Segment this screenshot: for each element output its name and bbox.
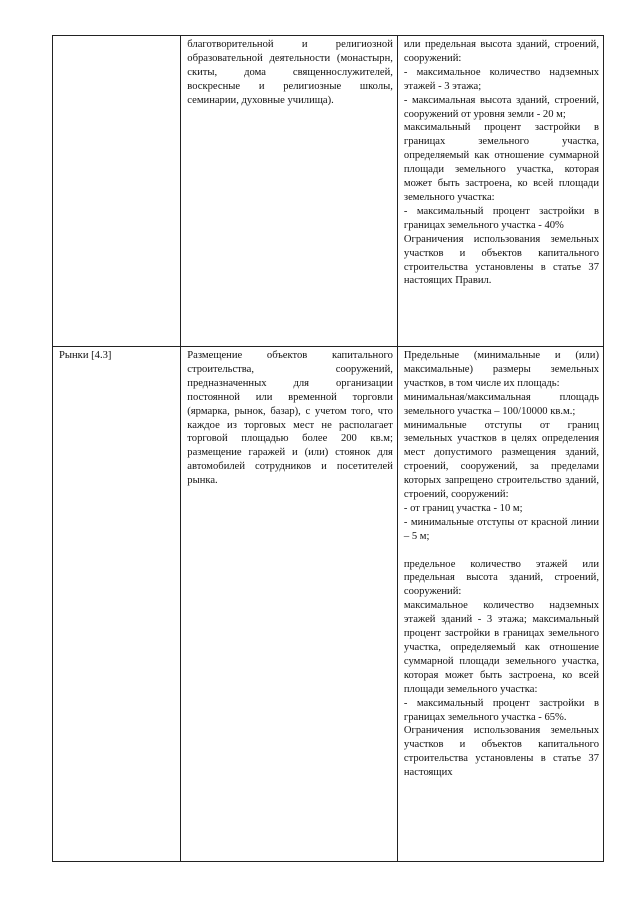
use-description: благотворительной и религиозной образовательной деятельности (монастырн, скиты, дома священнослужителей, воскресные и религиозные школы, семинарии, духовные училища). bbox=[187, 39, 393, 106]
regulations-table bbox=[52, 35, 604, 862]
parameter-line: максимальное количество надземных этажей зданий - 3 этажа; максимальный процент застройки в границах земельного участка, определяемый как отношение суммарной площади земельного участка, которая может быть застроена, ко всей площади земельного участка: bbox=[403, 600, 599, 695]
use-name-cell bbox=[53, 36, 181, 347]
parameter-line: - минимальные отступы от красной линии – 5 м; bbox=[403, 516, 599, 542]
parameter-line: - от границ участка - 10 м; bbox=[403, 502, 523, 514]
parameter-line: или предельная высота зданий, строений, сооружений: bbox=[403, 39, 599, 64]
blank-line bbox=[404, 544, 599, 558]
table-row bbox=[53, 36, 604, 347]
parameter-line: Предельные (минимальные и (или) максимальные) размеры земельных участков, в том числе их площадь: bbox=[403, 350, 599, 389]
parameter-line: - максимальная высота зданий, строений, сооружений от уровня земли - 20 м; bbox=[403, 94, 599, 120]
parameter-line: минимальная/максимальная площадь земельного участка – 100/10000 кв.м.; bbox=[403, 391, 599, 417]
parameter-line: - максимальный процент застройки в границах земельного участка - 40% bbox=[403, 205, 599, 231]
use-name-cell bbox=[53, 347, 181, 862]
parameter-line: Ограничения использования земельных участков и объектов капитального строительства установлены в статье 37 настоящих Правил. bbox=[403, 233, 599, 287]
parameters-cell bbox=[397, 36, 603, 347]
parameter-line: - максимальный процент застройки в границах земельного участка - 65%. bbox=[403, 697, 599, 723]
use-description-cell bbox=[181, 36, 398, 347]
parameter-line: - максимальное количество надземных этажей - 3 этажа; bbox=[403, 66, 599, 92]
parameter-line: Ограничения использования земельных участков и объектов капитального строительства установлены в статье 37 настоящих bbox=[403, 725, 599, 779]
parameter-line: предельное количество этажей или предельная высота зданий, строений, сооружений: bbox=[403, 558, 599, 598]
parameters-cell bbox=[397, 347, 603, 862]
use-name: Рынки [4.3] bbox=[59, 350, 112, 361]
table-row bbox=[53, 347, 604, 862]
use-description: Размещение объектов капитального строительства, сооружений, предназначенных для организации постоянной или временной торговли (ярмарка, рынок, базар), с учетом того, что каждое из торговых мест не располагает торговой площадью более 200 кв.м; размещение гаражей и (или) стоянок для автомобилей сотрудников и посетителей рынка. bbox=[187, 350, 393, 487]
parameter-line: максимальный процент застройки в границах земельного участка, определяемый как отношение суммарной площади земельного участка, которая может быть застроена, ко всей площади земельного участка: bbox=[403, 122, 599, 203]
use-description-cell bbox=[181, 347, 398, 862]
parameter-line: минимальные отступы от границ земельных участков в целях определения мест допустимого размещения зданий, строений, сооружений, за пределами которых запрещено строительство зданий, строений, сооружений: bbox=[403, 419, 599, 501]
